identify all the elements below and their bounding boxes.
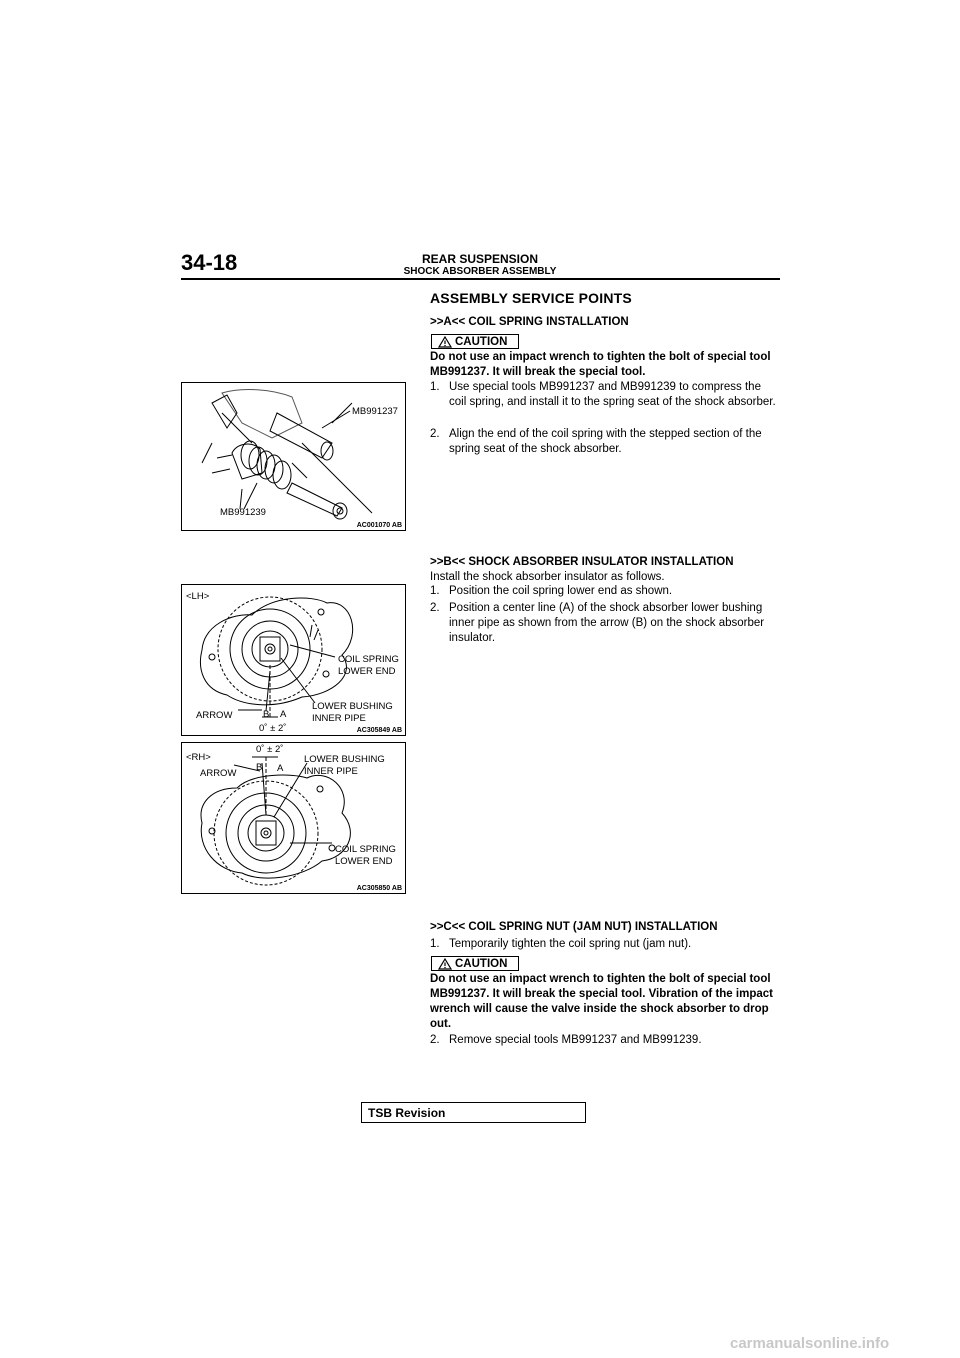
step-text: Position a center line (A) of the shock absorber lower bushing inner pipe as shown from the arrow (B) on the shock absorber insulator. <box>449 602 765 644</box>
label-lower-end: LOWER END <box>338 666 396 677</box>
step-number: 2. <box>430 428 440 440</box>
point-b-intro: Install the shock absorber insulator as follows. <box>430 571 665 583</box>
caution-label: CAUTION <box>455 336 508 348</box>
step-number: 1. <box>430 381 440 393</box>
page-number: 34-18 <box>181 250 238 275</box>
warning-icon <box>438 958 452 970</box>
label-angle: 0˚ ± 2˚ <box>259 723 287 734</box>
step-number: 2. <box>430 1034 440 1046</box>
header-rule <box>181 278 780 280</box>
figure-rh-insulator <box>181 742 406 894</box>
side-label-rh: <RH> <box>186 752 211 763</box>
step-text: Remove special tools MB991237 and MB991239. <box>449 1034 702 1046</box>
step-a-1 <box>430 380 780 410</box>
label-coil-spring: COIL SPRING <box>338 654 399 665</box>
label-a: A <box>277 763 284 774</box>
section-title: ASSEMBLY SERVICE POINTS <box>430 290 632 306</box>
chapter-title: REAR SUSPENSION <box>421 252 539 266</box>
section-subtitle: SHOCK ABSORBER ASSEMBLY <box>403 266 557 277</box>
label-inner-pipe: INNER PIPE <box>304 766 358 777</box>
caution-text-c: Do not use an impact wrench to tighten the bolt of special tool MB991237. It will break the special tool. Vibration of the impact wrench will cause the valve inside the shock absorber to drop out. <box>430 973 773 1030</box>
step-c-1 <box>430 937 780 952</box>
figure-code: AC001070 AB <box>356 522 402 529</box>
step-number: 2. <box>430 602 440 614</box>
figure-special-tools <box>181 382 406 531</box>
tsb-revision-box: TSB Revision <box>361 1102 586 1123</box>
warning-icon <box>438 336 452 348</box>
label-lower-bushing: LOWER BUSHING <box>304 754 385 765</box>
step-b-1 <box>430 584 780 599</box>
figure-lh-insulator <box>181 584 406 736</box>
rh-insulator-illustration <box>182 743 405 893</box>
step-text: Position the coil spring lower end as shown. <box>449 585 673 597</box>
point-a-heading: >>A<< COIL SPRING INSTALLATION <box>430 316 629 328</box>
label-coil-spring: COIL SPRING <box>335 844 396 855</box>
label-angle: 0˚ ± 2˚ <box>256 744 284 755</box>
step-a-2 <box>430 427 780 457</box>
figure-code: AC305849 AB <box>356 727 402 734</box>
label-mb991239: MB991239 <box>220 507 266 518</box>
label-lower-end: LOWER END <box>335 856 393 867</box>
point-b-heading: >>B<< SHOCK ABSORBER INSULATOR INSTALLATION <box>430 556 734 568</box>
label-b: B <box>256 762 263 773</box>
caution-text-a: Do not use an impact wrench to tighten the bolt of special tool MB991237. It will break the special tool. <box>430 351 771 378</box>
label-a: A <box>280 709 287 720</box>
step-text: Temporarily tighten the coil spring nut (jam nut). <box>449 938 692 950</box>
step-number: 1. <box>430 938 440 950</box>
step-b-2 <box>430 601 780 646</box>
step-c-2 <box>430 1033 780 1048</box>
label-arrow: ARROW <box>200 768 237 779</box>
step-text: Use special tools MB991237 and MB991239 to compress the coil spring, and install it to the spring seat of the shock absorber. <box>449 381 776 408</box>
side-label-lh: <LH> <box>186 591 210 602</box>
caution-label: CAUTION <box>455 958 508 970</box>
label-b: B <box>263 709 270 720</box>
label-arrow: ARROW <box>196 710 233 721</box>
label-inner-pipe: INNER PIPE <box>312 713 366 724</box>
step-text: Align the end of the coil spring with the stepped section of the spring seat of the shock absorber. <box>449 428 762 455</box>
caution-box-c <box>431 956 519 971</box>
point-c-heading: >>C<< COIL SPRING NUT (JAM NUT) INSTALLATION <box>430 921 718 933</box>
caution-box-a <box>431 334 519 349</box>
step-number: 1. <box>430 585 440 597</box>
watermark-url: carmanualsonline.info <box>730 1335 890 1352</box>
label-lower-bushing: LOWER BUSHING <box>312 701 393 712</box>
label-mb991237: MB991237 <box>352 406 398 417</box>
figure-code: AC305850 AB <box>356 885 402 892</box>
